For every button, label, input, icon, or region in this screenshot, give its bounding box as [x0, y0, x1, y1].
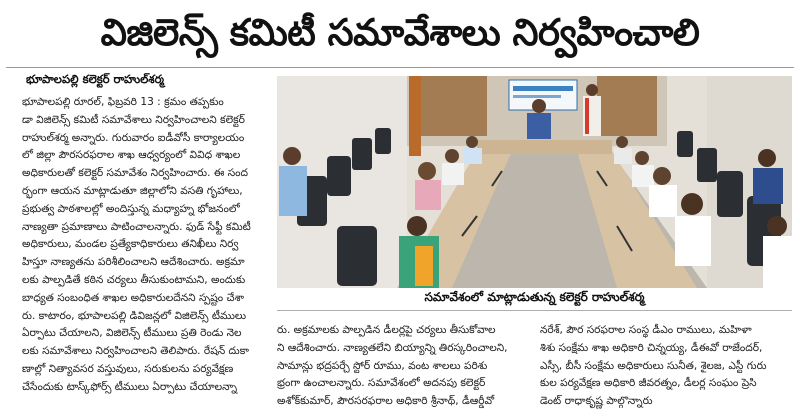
article-line: అధికారులతో కలెక్టర్ సమావేశం నిర్వహించారు. ఈ సంద	[22, 167, 248, 180]
article-line: సామాన్లు భద్రపర్చే స్టోర్ రూము, వంట శాలలు పరిశు	[277, 359, 488, 372]
article-column-left	[22, 94, 274, 414]
article-line: ఏర్పాటు చేయాలని, విజిలెన్స్ టీములు ప్రతి రెండు నెల	[22, 327, 242, 340]
article-line: లకు సమావేశాలు నిర్వహించాలని తెలిపారు. రేషన్ దుకా	[22, 345, 249, 358]
article-line: శిశు సంక్షేమ శాఖ అధికారి చిన్నయ్య, డీఈవో రాజేందర్,	[540, 341, 763, 354]
caption-rule	[277, 310, 792, 311]
article-line: ప్రభుత్వ పాఠశాలల్లో అందిస్తున్న మధ్యాహ్న భోజనంలో	[22, 202, 240, 215]
article-line: హిస్తూ నాణ్యతను పరిశీలించాలని ఆదేశించారు. అక్రమా	[22, 256, 245, 269]
article-line: డెంట్ రాధాకృష్ణ పాల్గొన్నారు	[540, 395, 653, 408]
article-line: రు. అక్రమాలకు పాల్పడిన డీలర్లపై చర్యలు తీసుకోవాల	[277, 324, 496, 336]
headline: విజిలెన్స్ కమిటీ సమావేశాలు నిర్వహించాలి	[100, 11, 700, 54]
photo-caption: సమావేశంలో మాట్లాడుతున్న కలెక్టర్ రాహుల్‌శర్మ	[424, 290, 645, 304]
article-line: అశోక్‌కుమార్, పౌరసరఫరాల అధికారి శ్రీనాథ్, డీఆర్డీవో	[277, 395, 495, 408]
article-column-right	[540, 322, 792, 416]
article-column-middle	[277, 322, 533, 416]
article-line: ణాల్లో నిత్యావసర వస్తువులు, సరుకులను పర్యవేక్షణ	[22, 362, 234, 375]
article-line: లో జిల్లా పౌరసరఫరాల శాఖ ఆధ్వర్యంలో వివిధ శాఖల	[22, 149, 241, 162]
article-line: నాణ్యతా ప్రమాణాలు పాటించాలన్నారు. ఫుడ్ సేఫ్టీ కమిటీ	[22, 220, 251, 233]
article-line: నరేశ్, పౌర సరఫరాల సంస్థ డీఎం రాములు, మహిళా	[540, 324, 752, 336]
article-line: రు. కాటారం, భూపాలపల్లి డివిజన్లలో విజిలెన్స్ టీములు	[22, 309, 247, 322]
article-line: డా విజిలెన్స్ కమిటీ సమావేశాలు నిర్వహించాలని కలెక్టర్	[22, 113, 245, 126]
byline: భూపాలపల్లి కలెక్టర్ రాహుల్‌శర్మ	[26, 72, 164, 86]
meeting-photo-illustration	[277, 76, 792, 288]
meeting-photo	[277, 76, 792, 288]
article-line: భ్రంగా ఉంచాలన్నారు. సమావేశంలో అదనపు కలెక్టర్	[277, 377, 486, 390]
article-line: ర్భంగా ఆయన మాట్లాడుతూ జిల్లాలోని వసతి గృహాలు,	[22, 184, 243, 197]
article-line: లకు పాల్పడితే కఠిన చర్యలు తీసుకుంటామని, అందుకు	[22, 273, 246, 286]
article-line: బాధ్యత సంబంధిత శాఖల అధికారులదేనని స్పష్టం చేశా	[22, 291, 244, 304]
article-line: ఎస్సీ, బీసీ సంక్షేమ అధికారులు సునీత, శైలజ, ఎస్టీ గురు	[540, 359, 767, 372]
article-line: ని ఆదేశించారు. నాణ్యతలేని బియ్యాన్ని తిరస్కరించాలని,	[277, 341, 508, 354]
article-line: రాహుల్‌శర్మ అన్నారు. గురువారం ఐడీవోసీ కార్యాలయం	[22, 131, 245, 144]
headline-rule	[6, 67, 794, 68]
article-line: కుల పర్యవేక్షణ అధికారి జీవరత్నం, డీలర్ల సంఘం ప్రెసి	[540, 377, 757, 390]
article-line: చేసేందుకు టాస్క్‌ఫోర్స్ టీములు ఏర్పాటు చేయాలన్నా	[22, 380, 237, 393]
article-line: అధికారులు, మండల ప్రత్యేకాధికారులు తనిఖీలు నిర్వ	[22, 238, 239, 251]
article-line: భూపాలపల్లి రూరల్, ఫిబ్రవరి 13 : క్రమం తప్పకుం	[22, 96, 224, 108]
